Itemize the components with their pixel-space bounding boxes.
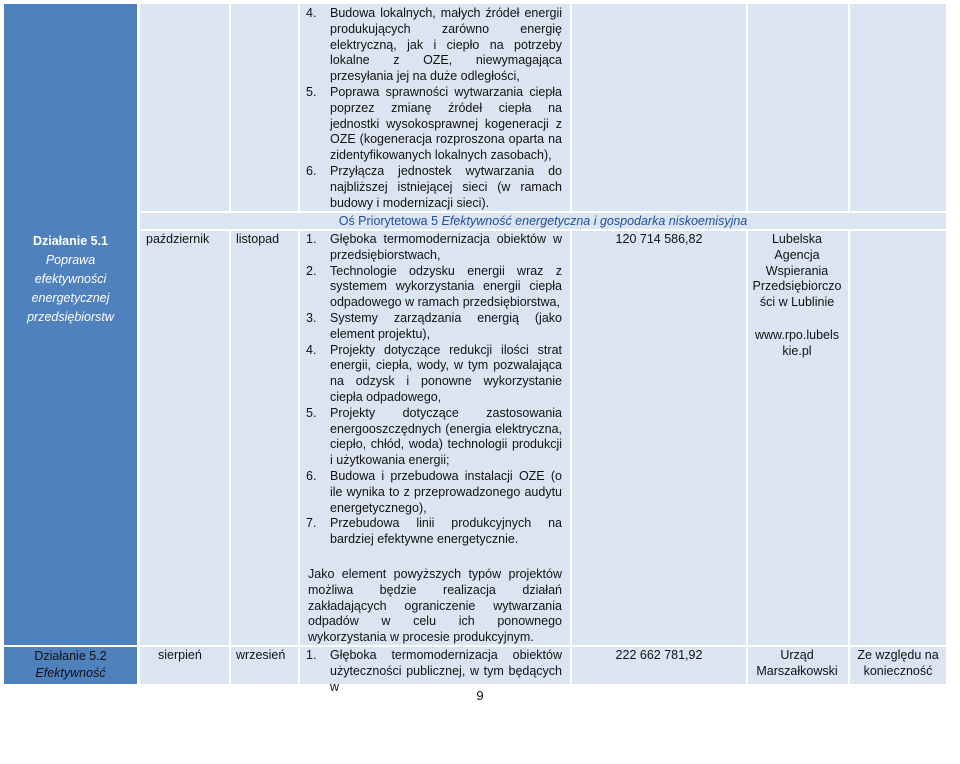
allocation-amount: 222 662 781,92 bbox=[615, 648, 703, 662]
start-month: sierpień bbox=[158, 648, 202, 662]
page-number: 9 bbox=[476, 688, 484, 703]
list-item: 6. Budowa i przebudowa instalacji OZE (o ile wynika to z przeprowadzonego audytu energetycznego), bbox=[306, 468, 562, 515]
remarks: Ze względu na konieczność bbox=[857, 648, 939, 678]
list-item: 3. Systemy zarządzania energią (jako element projektu), bbox=[306, 310, 562, 341]
list-item: 2. Technologie odzysku energii wraz z systemem wykorzystania energii ciepła odpadowego w ramach przedsiębiorstwa, bbox=[306, 263, 562, 310]
action-column bbox=[4, 4, 137, 684]
start-month: październik bbox=[146, 232, 210, 246]
action-5-1: Działanie 5.1 Poprawa efektywności energetycznej przedsiębiorstw bbox=[27, 234, 114, 324]
column-divider bbox=[298, 4, 300, 684]
project-note: Jako element powyższych typów projektów możliwa będzie realizacja działań zakładających ograniczenie wytwarzania odpadów w celu ich ponownego wykorzystania w procesie produkcyjnym. bbox=[308, 567, 562, 645]
column-divider bbox=[229, 4, 231, 684]
row-divider bbox=[140, 229, 946, 231]
end-month: listopad bbox=[236, 232, 280, 246]
list-item: 4. Budowa lokalnych, małych źródeł energii produkujących zarówno energię elektryczną, jak i ciepło na potrzeby lokalne z OZE, niewymagająca przesyłania jej na duże odległości, bbox=[306, 6, 562, 84]
list-item: 1. Głęboka termomodernizacja obiektów w przedsiębiorstwach, bbox=[306, 232, 562, 262]
list-item: 6. Przyłącza jednostek wytwarzania do najbliższej istniejącej sieci (w ramach budowy i modernizacji sieci). bbox=[306, 163, 562, 210]
priority-axis-heading: Oś Priorytetowa 5 Efektywność energetyczna i gospodarka niskoemisyjna bbox=[140, 213, 946, 229]
institution-name: Urząd Marszałkowski bbox=[756, 648, 838, 678]
allocation-amount: 120 714 586,82 bbox=[615, 232, 703, 246]
institution-website[interactable]: www.rpo.lubels kie.pl bbox=[754, 328, 840, 358]
list-item: 5. Projekty dotyczące zastosowania energooszczędnych (energia elektryczna, ciepło, chłód, woda) technologii produkcji i użytkowania energii; bbox=[306, 405, 562, 468]
list-item: 7. Przebudowa linii produkcyjnych na bardziej efektywne energetycznie. bbox=[306, 516, 562, 547]
list-item: 1. Głęboka termomodernizacja obiektów użyteczności publicznej, w tym będących w bbox=[306, 648, 562, 694]
institution-name: Lubelska Agencja Wspierania Przedsiębiorczo ści w Lublinie bbox=[752, 232, 842, 310]
column-divider bbox=[848, 4, 850, 684]
end-month: wrzesień bbox=[236, 648, 286, 662]
top-list bbox=[306, 6, 562, 211]
column-divider bbox=[746, 4, 748, 684]
list-item: 4. Projekty dotyczące redukcji ilości strat energii, ciepła, wody, w tym pozwalająca na odzysk i ponowne wykorzystanie ciepła odpadowego, bbox=[306, 342, 562, 404]
list-item: 5. Poprawa sprawności wytwarzania ciepła poprzez zmianę źródeł ciepła na jednostki wysokosprawnej kogeneracji z OZE (kogeneracja rozproszona oparta na zidentyfikowanych lokalnych zasobach), bbox=[306, 84, 562, 163]
action-5-2: Działanie 5.2 Efektywność bbox=[34, 649, 107, 680]
column-divider bbox=[570, 4, 572, 684]
project-types-list bbox=[306, 648, 562, 695]
project-types-list bbox=[306, 232, 562, 548]
